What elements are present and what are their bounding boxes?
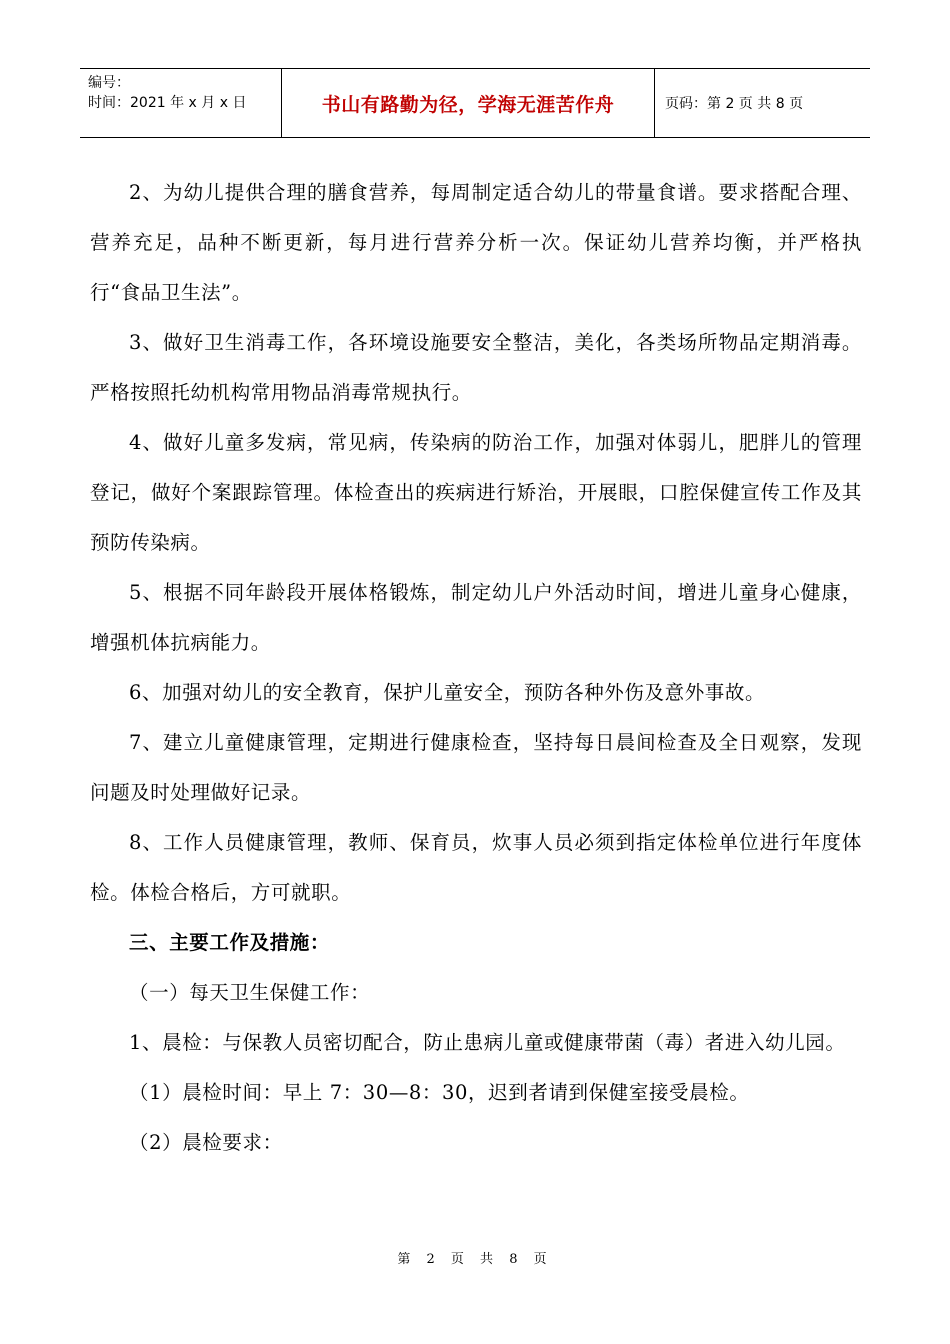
paragraph-check-time: （1）晨检时间：早上 7：30—8：30，迟到者请到保健室接受晨检。 [129,1081,750,1104]
paragraph-item-2: 2、为幼儿提供合理的膳食营养，每周制定适合幼儿的带量食谱。要求搭配合理、营养充足，品种不断更新，每月进行营养分析一次。保证幼儿营养均衡，并严格执行“食品卫生法”。 [90,181,862,304]
page-footer [0,1248,950,1267]
paragraph-item-8: 8、工作人员健康管理，教师、保育员，炊事人员必须到指定体检单位进行年度体检。体检合格后，方可就职。 [90,831,862,904]
section-heading: 三、主要工作及措施： [129,931,331,954]
header-meta [80,69,282,137]
paragraph-item-7: 7、建立儿童健康管理，定期进行健康检查，坚持每日晨间检查及全日观察，发现问题及时处理做好记录。 [90,731,862,804]
header-motto: 书山有路勤为径，学海无涯苦作舟 [282,69,655,137]
header-page-info: 页码：第 2 页 共 8 页 [665,96,804,112]
paragraph-item-5: 5、根据不同年龄段开展体格锻炼，制定幼儿户外活动时间，增进儿童身心健康，增强机体抗病能力。 [90,581,862,654]
footer-page-number: 第 2 页 共 8 页 [397,1252,553,1267]
document-number-label: 编号： [88,75,130,91]
subsection-heading: （一）每天卫生保健工作： [129,981,371,1004]
paragraph-morning-check: 1、晨检：与保教人员密切配合，防止患病儿童或健康带菌（毒）者进入幼儿园。 [129,1031,846,1054]
paragraph-item-4: 4、做好儿童多发病，常见病，传染病的防治工作，加强对体弱儿，肥胖儿的管理登记，做好个案跟踪管理。体检查出的疾病进行矫治，开展眼，口腔保健宣传工作及其预防传染病。 [90,431,862,554]
document-date: 时间：2021 年 x 月 x 日 [88,95,247,111]
paragraph-item-6: 6、加强对幼儿的安全教育，保护儿童安全，预防各种外伤及意外事故。 [129,681,766,704]
page-header [80,68,870,138]
paragraph-check-requirements: （2）晨检要求： [129,1131,283,1154]
document-body [90,168,862,1168]
paragraph-item-3: 3、做好卫生消毒工作，各环境设施要安全整洁，美化，各类场所物品定期消毒。严格按照托幼机构常用物品消毒常规执行。 [90,331,862,404]
